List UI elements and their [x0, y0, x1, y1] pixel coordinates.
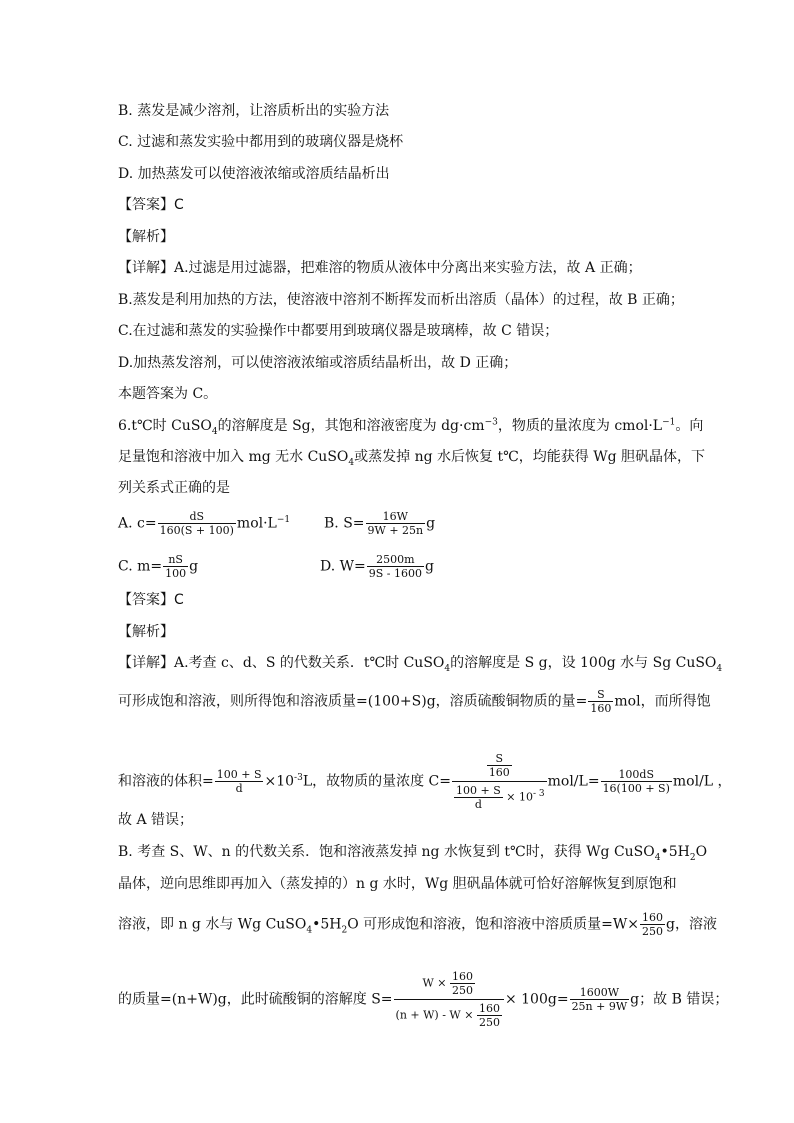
- detail-a-line-3: 和溶液的体积= $\frac{100 + S}{d}$ $\times 10^{-3}L$，故物质的量浓度 C= $\frac{S}{160}$ $\frac{100 + S}{d}$ × $10^{- 3}$ mol/L= $\frac{100dS}{16(100 + S)}$ mol/L ，: [118, 752, 732, 811]
- detail-b-line-3: 溶液，即 n g 水与 Wg $CuSO_4•5H_2O$ 可形成饱和溶液，饱和溶液中溶质质量=W× $\frac{160}{250}$ g，溶液: [118, 911, 717, 938]
- detail-line: B.蒸发是利用加热的方法，使溶液中溶剂不断挥发而析出溶质（晶体）的过程，故 B 正确；: [118, 292, 684, 308]
- detail-line: 【详解】A.过滤是用过滤器，把难溶的物质从液体中分离出来实验方法，故 A 正确；: [118, 260, 642, 276]
- detail-b-line-2: 晶体，逆向思维即再加入（蒸发掉的）n g 水时，Wg 胆矾晶体就可恰好溶解恢复到原饱和: [118, 876, 677, 892]
- question-6-line-2: 足量饱和溶液中加入 mg 无水 CuSO$_4$或蒸发掉 ng 水后恢复 t℃，均能获得 Wg 胆矾晶体，下: [118, 449, 705, 468]
- fraction: $\frac{16W}{9W + 25n}$: [367, 510, 424, 537]
- detail-b-line-4: 的质量=(n+W)g，此时硫酸铜的溶解度 S= W × $\frac{160}{250}$ (n + W) - W × $\frac{160}{250}$ × 100g= $\frac{1600W}{25n + 9W}$ g；故 B 错误；: [118, 970, 729, 1029]
- fraction: $\frac{1600W}{25n + 9W}$: [571, 986, 628, 1013]
- fraction: $\frac{100 + S}{d}$: [216, 768, 262, 795]
- option-c-text: C. 过滤和蒸发实验中都用到的玻璃仪器是烧杯: [118, 134, 404, 150]
- nested-fraction: W × $\frac{160}{250}$ (n + W) - W × $\frac{160}{250}$: [394, 970, 504, 1029]
- analysis-label: 【解析】: [118, 229, 174, 245]
- option-b-formula: B. S= $\frac{16W}{9W + 25n}$ g: [324, 510, 436, 537]
- detail-line: C.在过滤和蒸发的实验操作中都要用到玻璃仪器是玻璃棒，故 C 错误；: [118, 323, 559, 339]
- fraction: $\frac{nS}{100}$: [165, 553, 187, 580]
- analysis-label: 【解析】: [118, 624, 174, 640]
- detail-line: D.加热蒸发溶剂，可以使溶液浓缩或溶质结晶析出，故 D 正确；: [118, 355, 518, 371]
- answer-label: 【答案】C: [118, 197, 184, 213]
- detail-b-line-1: B. 考查 S、W、n 的代数关系．饱和溶液蒸发掉 ng 水恢复到 t℃时，获得 Wg $CuSO_4•5H_2O$: [118, 844, 708, 863]
- fraction: $\frac{dS}{160(S + 100)}$: [159, 510, 234, 537]
- fraction: $\frac{2500m}{9S - 1600}$: [368, 553, 422, 580]
- option-d-text: D. 加热蒸发可以使溶液浓缩或溶质结晶析出: [118, 166, 390, 182]
- fraction: $\frac{S}{160}$: [590, 688, 612, 715]
- fraction: $\frac{100dS}{16(100 + S)}$: [602, 768, 670, 795]
- answer-label: 【答案】C: [118, 592, 184, 608]
- option-d-formula: D. W= $\frac{2500m}{9S - 1600}$ g: [320, 553, 434, 580]
- question-6-line-3: 列关系式正确的是: [118, 480, 230, 496]
- option-b-text: B. 蒸发是减少溶剂，让溶质析出的实验方法: [118, 103, 390, 119]
- option-a-formula: A. c= $\frac{dS}{160(S + 100)}$ $mol\cdot L^{-1}$: [118, 510, 291, 537]
- question-6-line-1: 6.t℃时 CuSO$_4$的溶解度是 Sg，其饱和溶液密度为 $dg\cdot cm^{-3}$，物质的量浓度为 $cmol\cdot L^{-1}$。向: [118, 417, 704, 437]
- detail-a-line-2: 可形成饱和溶液，则所得饱和溶液质量=(100+S)g，溶质硫酸铜物质的量= $\frac{S}{160}$ mol，而所得饱: [118, 688, 711, 715]
- detail-line: 本题答案为 C。: [118, 386, 218, 402]
- detail-a-line-4: 故 A 错误；: [118, 812, 194, 828]
- detail-a-line-1: 【详解】A.考查 c、d、S 的代数关系．t℃时 CuSO$_4$的溶解度是 S g，设 100g 水与 Sg CuSO$_4$: [118, 655, 723, 674]
- fraction: $\frac{160}{250}$: [642, 911, 664, 938]
- nested-fraction: $\frac{S}{160}$ $\frac{100 + S}{d}$ × $10^{- 3}$: [452, 752, 547, 811]
- option-c-formula: C. m= $\frac{nS}{100}$ g: [118, 553, 199, 580]
